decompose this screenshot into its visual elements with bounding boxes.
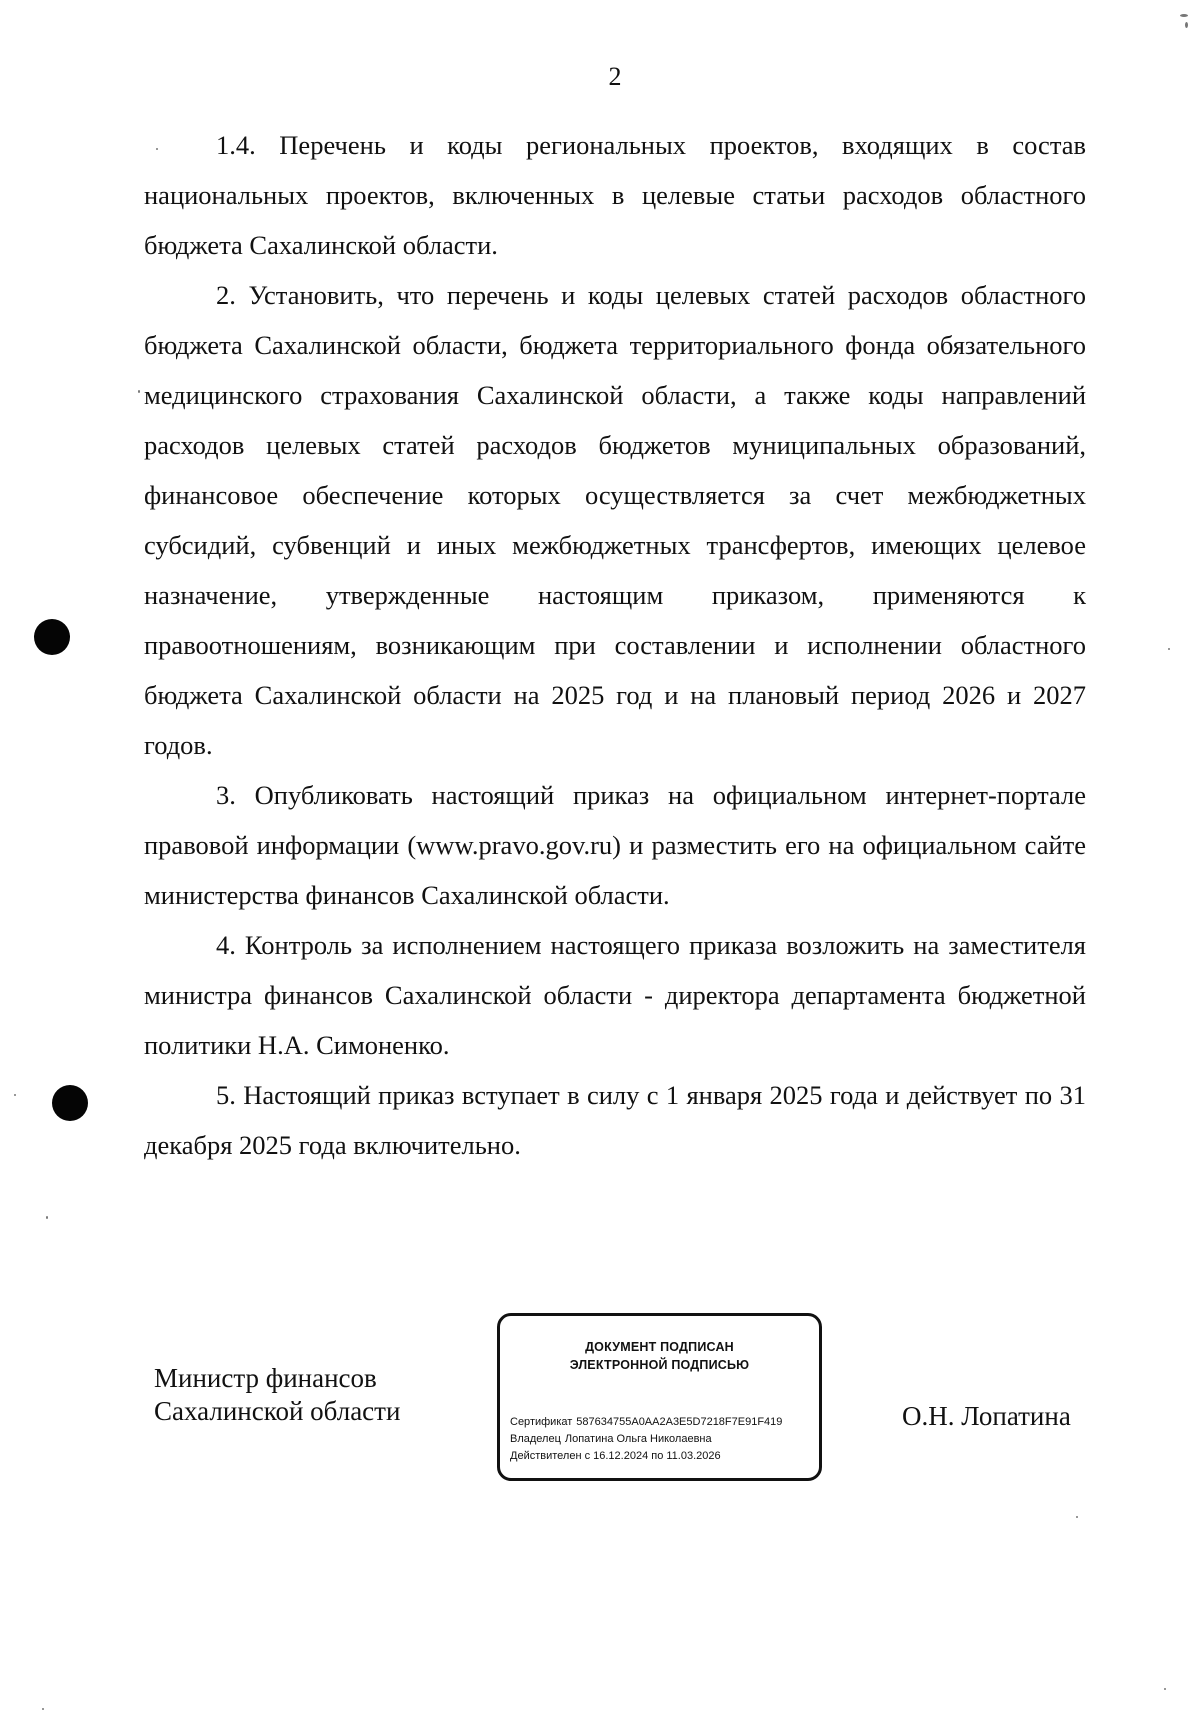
paragraph-5: 5. Настоящий приказ вступает в силу с 1 января 2025 года и действует по 31 декабря 2025 года включительно. [144,1080,1086,1160]
signer-name: О.Н. Лопатина [902,1401,1071,1431]
signer-position-line: Министр финансов [154,1363,377,1393]
electronic-signature-stamp [497,1313,822,1481]
scan-speck [1076,1516,1078,1518]
signer-position [154,1362,400,1428]
stamp-certificate-label: Сертификат [510,1416,573,1428]
stamp-validity: Действителен с 16.12.2024 по 11.03.2026 [510,1450,721,1462]
stamp-certificate-value: 587634755A0AA2A3E5D7218F7E91F419 [576,1416,783,1428]
scan-speck [14,1094,16,1096]
document-body [144,120,1086,1170]
scan-speck [1185,22,1188,28]
scan-speck [1168,648,1170,650]
stamp-title-line: ЭЛЕКТРОННОЙ ПОДПИСЬЮ [569,1358,750,1372]
stamp-owner-value: Лопатина Ольга Николаевна [564,1433,712,1445]
scan-speck [1180,14,1188,17]
punch-hole [52,1085,88,1121]
stamp-owner-label: Владелец [510,1433,561,1445]
paragraph-2: 2. Установить, что перечень и коды целевых статей расходов областного бюджета Сахалинской области, бюджета территориального фонда обязательного медицинского страхования Сахалинской области, а также коды направлений расходов целевых статей расходов бюджетов муниципальных образований, финансовое обеспечение которых осуществляется за счет межбюджетных субсидий, субвенций и иных межбюджетных трансфертов, имеющих целевое назначение, утвержденные настоящим приказом, применяются к правоотношениям, возникающим при составлении и исполнении областного бюджета Сахалинской области на 2025 год и на плановый период 2026 и 2027 годов. [144,280,1086,760]
paragraph-3: 3. Опубликовать настоящий приказ на официальном интернет-портале правовой информации (www.pravo.gov.ru) и разместить его на официальном сайте министерства финансов Сахалинской области. [144,780,1086,910]
scan-speck [1164,1688,1166,1690]
stamp-title-line: ДОКУМЕНТ ПОДПИСАН [585,1340,734,1354]
scan-speck [138,390,140,393]
punch-hole [34,619,70,655]
stamp-title [500,1338,819,1374]
paragraph-4: 4. Контроль за исполнением настоящего приказа возложить на заместителя министра финансов Сахалинской области - директора департамента бюджетной политики Н.А. Симоненко. [144,930,1086,1060]
stamp-details [510,1414,782,1465]
scan-speck [42,1708,44,1710]
signer-position-line: Сахалинской области [154,1396,401,1426]
stamp-owner [510,1431,782,1448]
scan-speck [46,1216,48,1219]
scan-speck [156,148,158,150]
paragraph-1-4: 1.4. Перечень и коды региональных проектов, входящих в состав национальных проектов, включенных в целевые статьи расходов областного бюджета Сахалинской области. [144,130,1086,260]
page-number: 2 [608,62,622,91]
stamp-certificate [510,1414,782,1431]
